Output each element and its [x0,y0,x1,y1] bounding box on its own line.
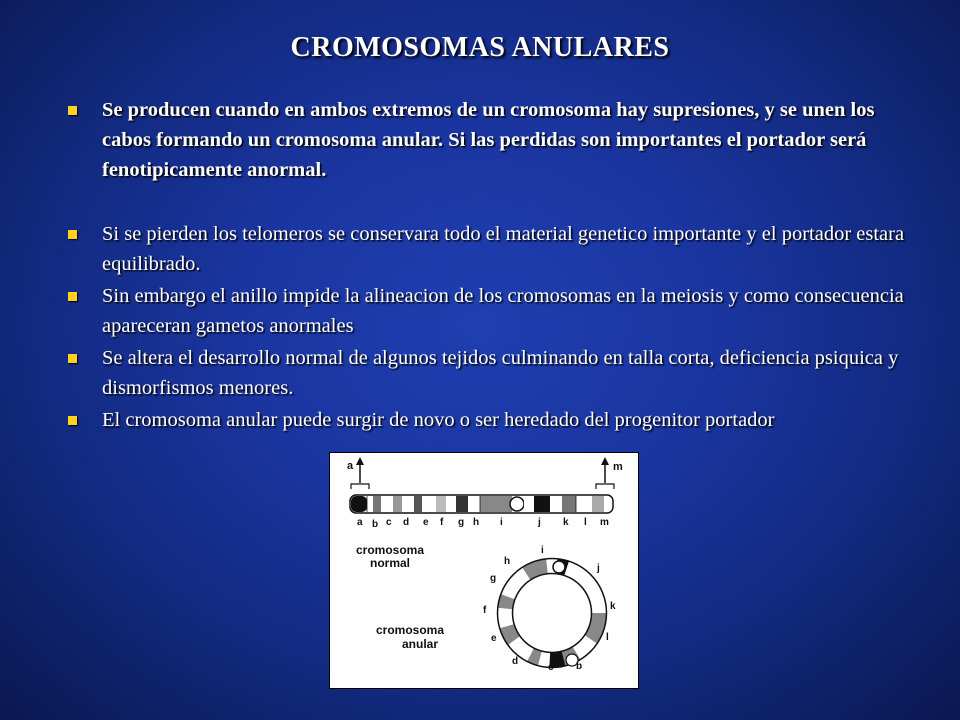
band-label: l [584,517,587,528]
band-label: i [500,517,503,528]
chromosome-diagram [330,453,638,688]
bullet-list [66,95,906,435]
bullet-square-icon [68,106,77,115]
ring-band-label: b [576,661,583,672]
normal-label: cromosoma [356,543,425,557]
bullet-item: Se altera el desarrollo normal de algunos tejidos culminando en talla corta, deficiencia psiquica y dismorfismos menores. [66,343,906,403]
ring-band-label: c [548,662,554,673]
ring-chromosome-figure [329,452,639,689]
band-label: m [600,517,609,528]
bullet-item: Si se pierden los telomeros se conservara todo el material genetico importante y el portador estara equilibrado. [66,219,906,279]
band-label: k [563,517,569,528]
band-label: a [357,517,363,528]
slide-title: CROMOSOMAS ANULARES [290,32,670,63]
band-label: h [473,517,480,528]
band-label: b [372,519,379,530]
ring-band-label: e [491,633,497,644]
band-label: e [423,517,429,528]
band-label: j [538,517,541,528]
bullet-square-icon [68,230,77,239]
bullet-item: El cromosoma anular puede surgir de novo o ser heredado del progenitor portador [66,405,906,435]
ring-band-label: h [504,556,511,567]
ring-label: anular [402,637,439,651]
ring-band-label: i [541,545,544,556]
ring-band-label: f [483,605,487,616]
right-deletion-arrow [596,457,614,489]
band-label: f [440,517,444,528]
band-labels [357,517,609,530]
bullet-square-icon [68,292,77,301]
band-label: d [403,517,410,528]
bullet-square-icon [68,354,77,363]
end-label-right: m [613,461,623,473]
band-label: g [458,517,465,528]
bullet-item: Se producen cuando en ambos extremos de un cromosoma hay supresiones, y se unen los cabos formando un cromosoma anular. Si las perdidas son importantes el portador será fenotipicamente anormal. [66,95,906,185]
bullet-item: Sin embargo el anillo impide la alineacion de los cromosomas en la meiosis y como consecuencia apareceran gametos anormales [66,281,906,341]
ring-band-label: l [606,632,609,643]
ring-band-label: d [512,656,519,667]
ring-chromosome [498,559,607,668]
end-label-left: a [347,460,354,472]
ring-label: cromosoma [376,623,445,637]
bullet-square-icon [68,416,77,425]
normal-label: normal [370,556,411,570]
ring-band-label: j [597,563,600,574]
ring-band-label: k [610,601,616,612]
ring-band-label: g [490,573,497,584]
band-label: c [386,517,392,528]
left-deletion-arrow [351,457,369,489]
normal-chromosome [350,495,613,513]
